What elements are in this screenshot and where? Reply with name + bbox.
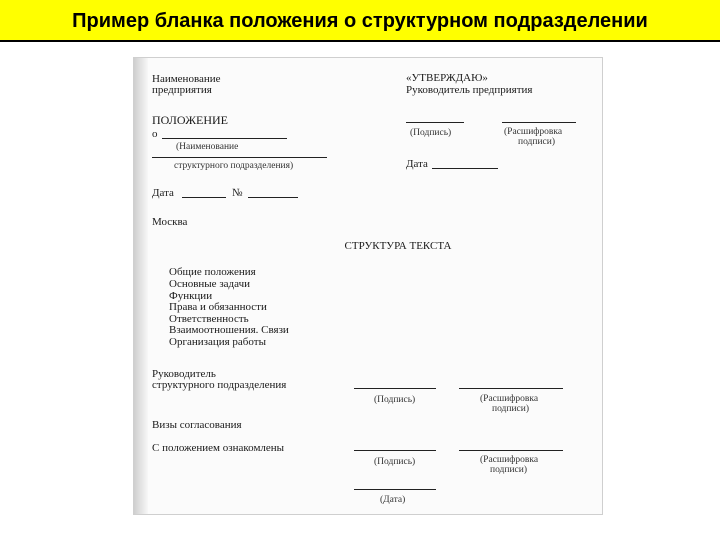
page-title: Пример бланка положения о структурном подразделении [72, 10, 648, 32]
doc-type: ПОЛОЖЕНИЕ [152, 113, 228, 127]
structure-item: Организация работы [169, 336, 266, 348]
acquainted-decoding-caption2: подписи) [490, 465, 528, 475]
city: Москва [152, 216, 188, 228]
approve-signature-caption: (Подпись) [410, 128, 452, 138]
number-line [248, 197, 298, 198]
structure-item: Взаимоотношения. Связи [169, 324, 289, 336]
acquainted-decoding-line [459, 450, 563, 451]
approve-date-label: Дата [406, 158, 428, 170]
approve-date-line [432, 168, 498, 169]
acquainted-signature-caption: (Подпись) [374, 457, 416, 467]
approve-decoding-line [502, 122, 576, 123]
unit-head-decoding-caption1: (Расшифровка [480, 394, 539, 404]
unit-head-decoding-caption2: подписи) [492, 404, 530, 414]
unit-head-signature-caption: (Подпись) [374, 395, 416, 405]
structure-item: Основные задачи [169, 278, 251, 290]
name-caption-line2: структурного подразделения) [174, 161, 294, 171]
unit-name-line-2 [152, 157, 327, 158]
structure-item: Функции [169, 290, 213, 302]
date-line [182, 197, 226, 198]
unit-head-line2: структурного подразделения [152, 379, 287, 391]
unit-head-signature-line [354, 388, 436, 389]
acquainted-signature-line [354, 450, 436, 451]
about-label: о [152, 128, 158, 140]
number-label: № [232, 187, 243, 199]
visas-label: Визы согласования [152, 419, 242, 431]
document-scan [133, 57, 603, 515]
unit-head-line1: Руководитель [152, 368, 216, 380]
approve-label: «УТВЕРЖДАЮ» [406, 72, 488, 84]
approve-signature-line [406, 122, 464, 123]
approve-decoding-caption1: (Расшифровка [504, 127, 563, 137]
name-caption-line1: (Наименование [176, 142, 239, 152]
unit-head-decoding-line [459, 388, 563, 389]
structure-title: СТРУКТУРА ТЕКСТА [344, 240, 452, 252]
structure-item: Ответственность [169, 313, 249, 325]
unit-name-line [162, 138, 287, 139]
date-caption: (Дата) [380, 495, 406, 505]
date-label: Дата [152, 187, 174, 199]
org-name-line2: предприятия [152, 84, 212, 96]
approve-decoding-caption2: подписи) [518, 137, 556, 147]
head-label: Руководитель предприятия [406, 84, 533, 96]
bottom-date-line [354, 489, 436, 490]
org-name-line1: Наименование [152, 73, 221, 85]
title-bar [0, 0, 720, 42]
acquainted-decoding-caption1: (Расшифровка [480, 455, 539, 465]
structure-item: Общие положения [169, 266, 256, 278]
acquainted-label: С положением ознакомлены [152, 442, 285, 454]
structure-item: Права и обязанности [169, 301, 267, 313]
